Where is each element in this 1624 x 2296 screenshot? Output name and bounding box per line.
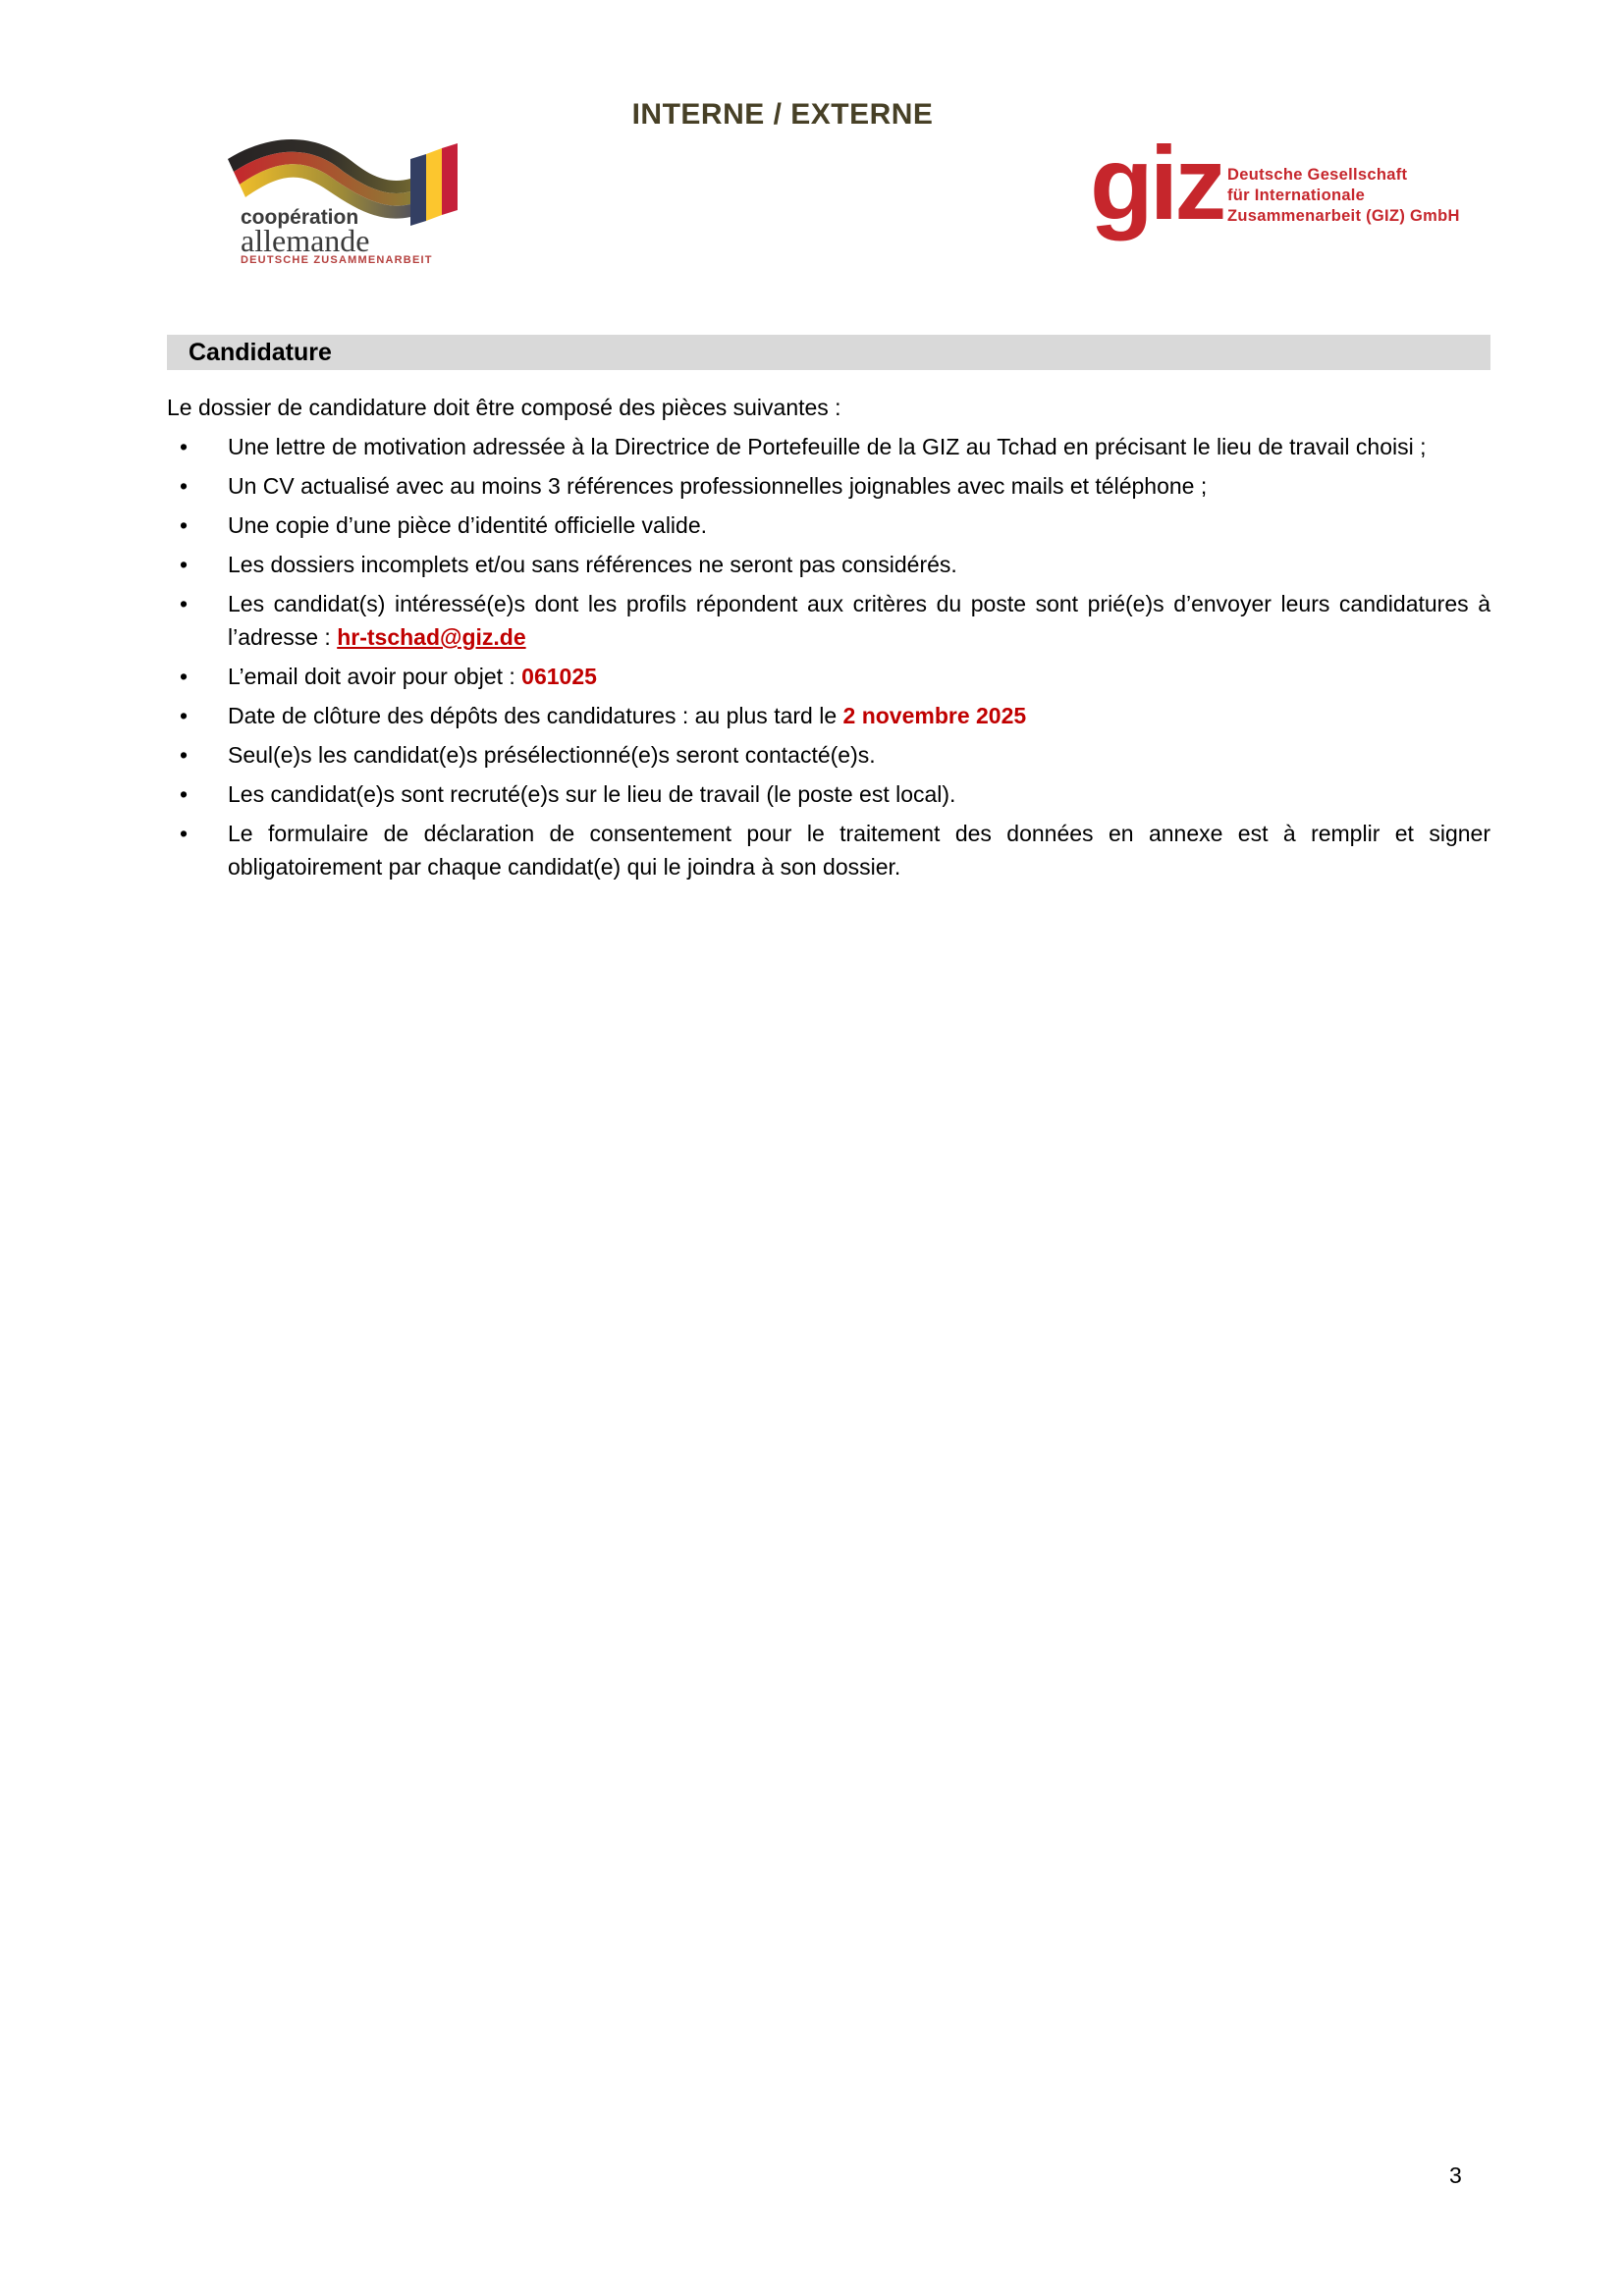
- list-item-text: Un CV actualisé avec au moins 3 références professionnelles joignables avec mails et téléphone ;: [228, 473, 1208, 499]
- giz-logo: [1084, 126, 1496, 253]
- email-link[interactable]: hr-tschad@giz.de: [337, 624, 526, 650]
- section-heading: Candidature: [167, 335, 1490, 370]
- list-item-text: Date de clôture des dépôts des candidatures : au plus tard le: [228, 703, 843, 728]
- list-item: [167, 469, 1490, 503]
- giz-logo-line1: Deutsche Gesellschaft: [1227, 166, 1408, 184]
- list-item-text: Une copie d’une pièce d’identité officielle valide.: [228, 512, 708, 538]
- list-item: [167, 430, 1490, 463]
- giz-logo-line3: Zusammenarbeit (GIZ) GmbH: [1227, 207, 1460, 225]
- intro-paragraph: Le dossier de candidature doit être composé des pièces suivantes :: [167, 395, 841, 420]
- list-item-text: Une lettre de motivation adressée à la Directrice de Portefeuille de la GIZ au Tchad en précisant le lieu de travail choisi ;: [228, 434, 1427, 459]
- list-item: [167, 660, 1490, 693]
- cooperation-allemande-logo: [224, 126, 469, 278]
- list-item-text: Le formulaire de déclaration de consentement pour le traitement des données en annexe est à remplir et signer obligatoirement par chaque candidat(e) qui le joindra à son dossier.: [228, 821, 1490, 880]
- coop-logo-line3: DEUTSCHE ZUSAMMENARBEIT: [241, 254, 433, 266]
- list-item: [167, 548, 1490, 581]
- list-item-text: Les candidat(s) intéressé(e)s dont les profils répondent aux critères du poste sont prié(e)s d’envoyer leurs candidatures à l’adresse :: [228, 591, 1490, 650]
- list-item-text: L’email doit avoir pour objet :: [228, 664, 522, 689]
- list-item: [167, 587, 1490, 654]
- list-item: [167, 817, 1490, 883]
- list-item-text: Les candidat(e)s sont recruté(e)s sur le lieu de travail (le poste est local).: [228, 781, 956, 807]
- coop-logo-line2: allemande: [241, 223, 370, 258]
- candidature-list: [167, 430, 1490, 883]
- page-number: 3: [1449, 2163, 1462, 2188]
- list-item-text: 061025: [521, 664, 597, 689]
- list-item: [167, 738, 1490, 772]
- giz-logo-line2: für Internationale: [1227, 187, 1366, 204]
- list-item-text: Seul(e)s les candidat(e)s présélectionné(e)s seront contacté(e)s.: [228, 742, 876, 768]
- coop-logo-line1: coopération: [241, 206, 359, 229]
- list-item: [167, 777, 1490, 811]
- list-item-text: Les dossiers incomplets et/ou sans références ne seront pas considérés.: [228, 552, 957, 577]
- list-item-text: 2 novembre 2025: [842, 703, 1027, 728]
- giz-wordmark: giz: [1090, 126, 1223, 241]
- page-title: INTERNE / EXTERNE: [631, 98, 934, 131]
- giz-logo-text: [1227, 165, 1460, 227]
- candidature-section: [167, 335, 1490, 889]
- list-item: [167, 699, 1490, 732]
- list-item: [167, 508, 1490, 542]
